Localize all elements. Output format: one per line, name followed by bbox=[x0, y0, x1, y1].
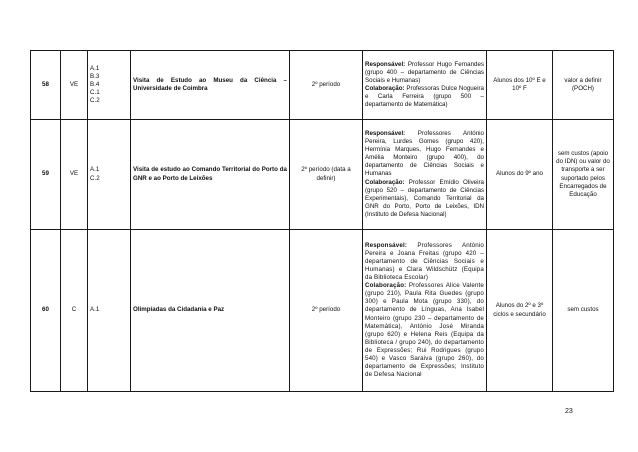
page-number: 23 bbox=[565, 408, 573, 415]
activity-period: 2º período bbox=[290, 230, 363, 392]
target-audience: Alunos do 2º e 3º ciclos e secundário bbox=[487, 230, 553, 392]
responsible-text: Professores António Pereira, Lurdes Gomes (grupo 420), Hermínia Marques, Hugo Fernandes e Amélia Monteiro (grupo 400), do departamento de Ciências Sociais e Humanas bbox=[365, 129, 484, 178]
responsible-entry bbox=[365, 61, 484, 85]
activity-type: VE bbox=[61, 120, 88, 230]
target-audience: Alunos dos 10º E e 10º F bbox=[487, 51, 553, 120]
responsible-entry bbox=[365, 130, 484, 179]
collaboration-text: Professores Alice Valente (grupo 210), Paula Rita Guedes (grupo 300) e Paula Mota (grupo 330), do departamento de Línguas, Ana Isabel Monteiro (grupo 230 – departamento de Matemática), António José Miranda (grupo 620) e Helena Reis (Equipa da Biblioteca / grupo 240), do departamento de Expressões; Rui Rodrigues (grupo 540) e Vasco Saraiva (grupo 260), do departamento de Expressões; Instituto de Defesa Nacional bbox=[365, 282, 484, 379]
activity-title: Visita de estudo ao Comando Territorial do Porto da GNR e ao Porto de Leixões bbox=[131, 120, 290, 230]
target-audience: Alunos do 9º ano bbox=[487, 120, 553, 230]
objective-codes bbox=[88, 120, 131, 230]
objective-code: C.1 bbox=[90, 89, 100, 97]
activities-table bbox=[30, 50, 614, 392]
table-row bbox=[31, 51, 614, 120]
responsible-text: Professor Hugo Fernandes (grupo 400 – departamento de Ciências Sociais e Humanas) bbox=[365, 60, 484, 84]
activity-type: C bbox=[61, 230, 88, 392]
collaboration-entry bbox=[365, 179, 484, 219]
responsible-label: Responsável: bbox=[365, 60, 406, 68]
table-row bbox=[31, 230, 614, 392]
activity-title: Visita de Estudo ao Museu da Ciência – Universidade de Coimbra bbox=[131, 51, 290, 120]
collaboration-text: Professoras Dulce Nogueira e Carla Ferreira (grupo 500 – departamento de Matemática) bbox=[365, 85, 484, 109]
collaboration-label: Colaboração: bbox=[365, 85, 405, 92]
objective-code: B.4 bbox=[90, 80, 100, 88]
responsibility-cell bbox=[363, 51, 487, 120]
objective-codes bbox=[88, 230, 131, 392]
responsibility-cell bbox=[363, 120, 487, 230]
collaboration-label: Colaboração: bbox=[365, 282, 407, 290]
activity-number: 59 bbox=[31, 120, 61, 230]
responsible-text: Professores António Pereira e Joana Freitas (grupo 420 – departamento de Ciências Sociais e Humanas) e Clara Wildschütz (Equipa da Biblioteca Escolar) bbox=[365, 241, 484, 282]
activity-title: Olimpíadas da Cidadania e Paz bbox=[131, 230, 290, 392]
objective-code: B.3 bbox=[90, 72, 100, 80]
activity-number: 58 bbox=[31, 51, 61, 120]
objective-codes bbox=[88, 51, 131, 120]
responsibility-cell bbox=[363, 230, 487, 392]
responsible-entry bbox=[365, 242, 484, 282]
activity-type: VE bbox=[61, 51, 88, 120]
objective-code: A.1 bbox=[90, 64, 100, 72]
collaboration-entry bbox=[365, 282, 484, 379]
table-row bbox=[31, 120, 614, 230]
collaboration-text: Professor Emídio Oliveira (grupo 520 – departamento de Ciências Experimentais), Comando Territorial da GNR do Porto, Porto de Leixões, IDN (Instituto de Defesa Nacional) bbox=[365, 178, 484, 218]
objective-code: C.2 bbox=[90, 174, 100, 182]
activity-cost: valor a definir (POCH) bbox=[553, 51, 614, 120]
objective-code: C.2 bbox=[90, 97, 100, 105]
collaboration-entry bbox=[365, 85, 484, 109]
responsible-label: Responsável: bbox=[365, 241, 408, 249]
activity-cost: sem custos (apoio do IDN) ou valor do transporte a ser suportado pelos Encarregados de Educação bbox=[553, 120, 614, 230]
activity-period: 2º período bbox=[290, 51, 363, 120]
collaboration-label: Colaboração: bbox=[365, 178, 405, 186]
activity-cost: sem custos bbox=[553, 230, 614, 392]
objective-code: A.1 bbox=[90, 306, 100, 314]
activity-number: 60 bbox=[31, 230, 61, 392]
objective-code: A.1 bbox=[90, 166, 100, 174]
activity-period: 2º período (data a definir) bbox=[290, 120, 363, 230]
responsible-label: Responsável: bbox=[365, 129, 406, 137]
